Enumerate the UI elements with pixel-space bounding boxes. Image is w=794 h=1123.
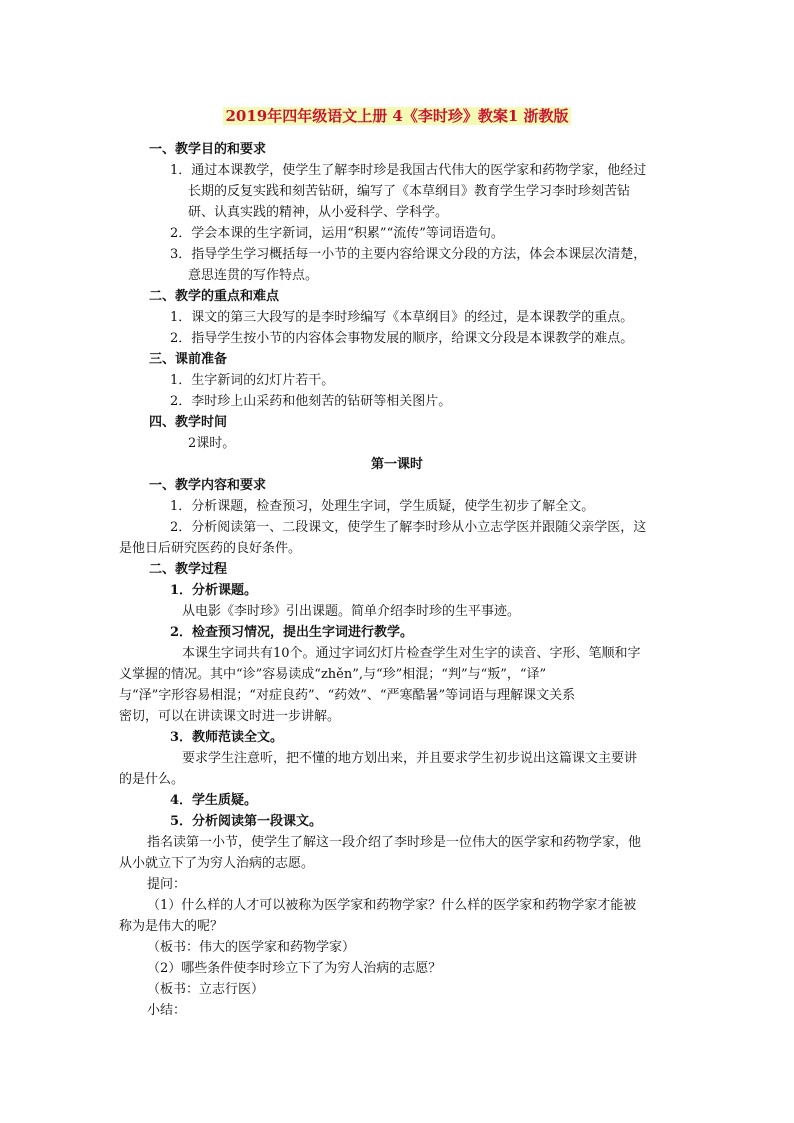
text-line: 密切，可以在讲读课文时进一步讲解。 <box>119 709 341 724</box>
step-heading: 5．分析阅读第一段课文。 <box>170 814 323 829</box>
list-item: 2．指导学生按小节的内容体会事物发展的顺序，给课文分段是本课教学的难点。 <box>170 331 634 346</box>
list-item: 2．分析阅读第一、二段课文，使学生了解李时珍从小立志学医并跟随父亲学医，这 <box>170 520 647 535</box>
text-line: 意思连贯的写作特点。 <box>188 268 319 283</box>
text-line: （2）哪些条件使李时珍立下了为穷人治病的志愿？ <box>147 961 442 976</box>
text-line: 长期的反复实践和刻苦钻研，编写了《本草纲目》教育学生学习李时珍刻苦钻 <box>188 184 631 199</box>
section-heading: 四、教学时间 <box>149 415 228 430</box>
list-item: 3．指导学生学习概括每一小节的主要内容给课文分段的方法，体会本课层次清楚， <box>170 247 647 262</box>
text-line: 与“泽”字形容易相混；“对症良药”、“药效”、“严寒酷暑”等词语与理解课文关系 <box>119 688 576 703</box>
list-item: 1．分析课题，检查预习，处理生字词，学生质疑，使学生初步了解全文。 <box>170 499 595 514</box>
document-title: 2019年四年级语文上册 4《李时珍》教案1 浙教版 <box>225 107 569 125</box>
list-item: 1．通过本课教学，使学生了解李时珍是我国古代伟大的医学家和药物学家，他经过 <box>170 163 647 178</box>
section-heading: 二、教学过程 <box>149 562 228 577</box>
lesson-heading: 第一课时 <box>370 457 423 472</box>
text-line: 提问： <box>147 877 187 892</box>
text-line: 指名读第一小节，使学生了解这一段介绍了李时珍是一位伟大的医学家和药物学家，他 <box>147 835 642 850</box>
list-item: 2．李时珍上山采药和他刻苦的钻研等相关图片。 <box>170 394 452 409</box>
text-line: 的是什么。 <box>119 772 185 787</box>
text-line: 义掌握的情况。其中“诊”容易读成“zhěn”,与“珍”相混；“判”与“叛”，“译” <box>119 667 547 682</box>
text-line: 要求学生注意听，把不懂的地方划出来，并且要求学生初步说出这篇课文主要讲 <box>182 751 638 766</box>
list-item: 2．学会本课的生字新词，运用“积累”“流传”等词语造句。 <box>170 226 504 241</box>
text-line: 小结： <box>147 1003 187 1018</box>
text-line: （1）什么样的人才可以被称为医学家和药物学家？什么样的医学家和药物学家才能被 <box>147 898 637 913</box>
step-heading: 2．检查预习情况，提出生字词进行教学。 <box>170 625 414 640</box>
text-line: 是他日后研究医药的良好条件。 <box>119 541 302 556</box>
text-line: 研、认真实践的精神，从小爱科学、学科学。 <box>188 205 449 220</box>
section-heading: 三、课前准备 <box>149 352 228 367</box>
text-line: （板书：伟大的医学家和药物学家） <box>147 940 356 955</box>
section-heading: 一、教学目的和要求 <box>149 142 267 157</box>
text-line: 称为是伟大的呢？ <box>119 919 224 934</box>
text-line: 从小就立下了为穷人治病的志愿。 <box>119 856 315 871</box>
list-item: 1．生字新词的幻灯片若干。 <box>170 373 335 388</box>
list-item: 1．课文的第三大段写的是李时珍编写《本草纲目》的经过，是本课教学的重点。 <box>170 310 634 325</box>
text-line: 从电影《李时珍》引出课题。简单介绍李时珍的生平事迹。 <box>182 604 521 619</box>
section-heading: 一、教学内容和要求 <box>149 478 267 493</box>
text-line: 本课生字词共有10个。通过字词幻灯片检查学生对生字的读音、字形、笔顺和字 <box>182 646 641 661</box>
text-line: （板书：立志行医） <box>147 982 265 997</box>
step-heading: 4．学生质疑。 <box>170 793 258 808</box>
step-heading: 3．教师范读全文。 <box>170 730 284 745</box>
section-heading: 二、教学的重点和难点 <box>149 289 280 304</box>
step-heading: 1．分析课题。 <box>170 583 258 598</box>
text-line: 2课时。 <box>188 436 236 451</box>
